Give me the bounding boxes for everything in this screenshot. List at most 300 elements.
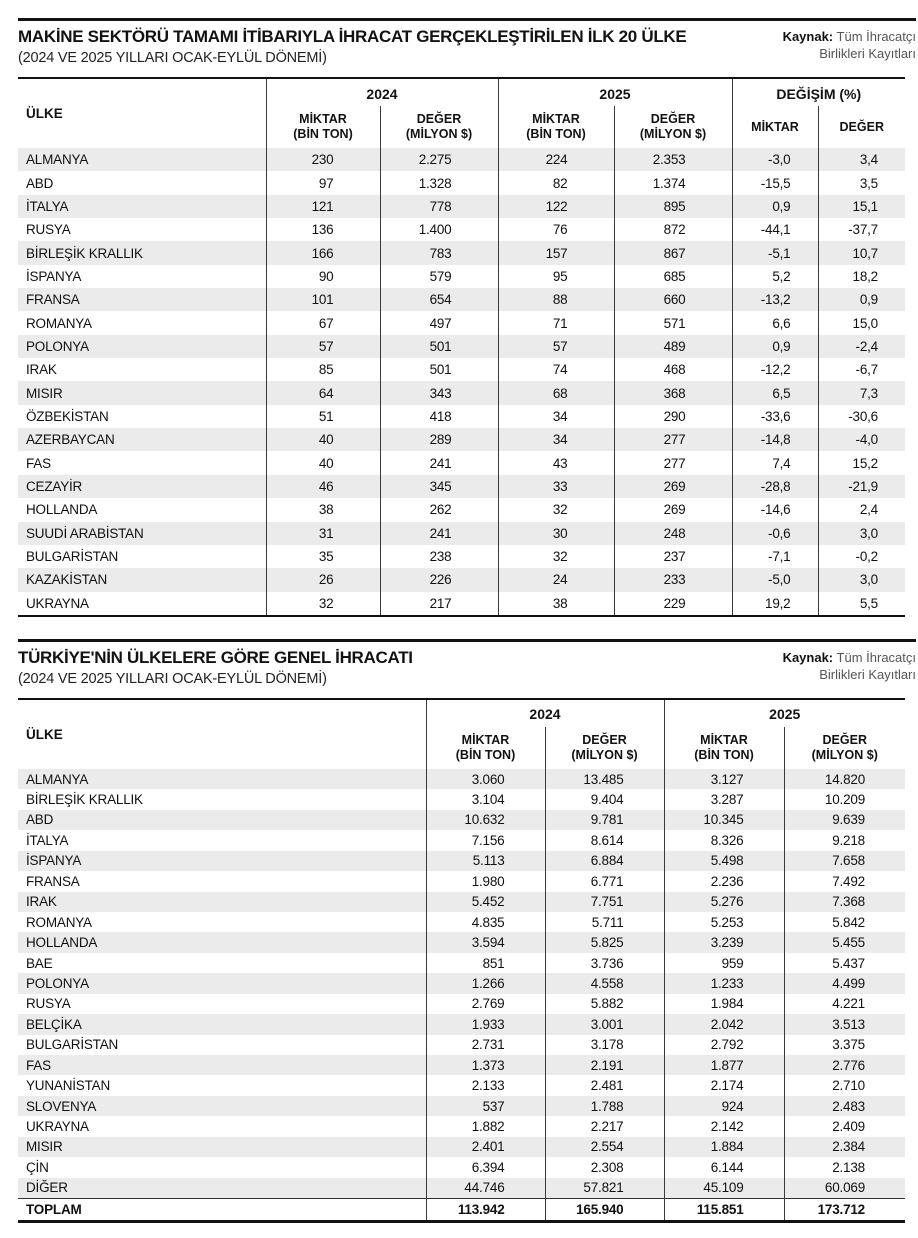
- col-header-value-2024: [380, 106, 498, 148]
- cell-value-2024: 778: [380, 195, 498, 218]
- table-row: [18, 171, 905, 194]
- cell-qty-2024: 136: [266, 218, 380, 241]
- table1-body: [18, 148, 905, 616]
- qty-label: MİKTAR: [299, 112, 347, 126]
- cell-value-2024: 9.781: [545, 810, 664, 830]
- source-label: Kaynak:: [782, 29, 834, 44]
- cell-change-value: 15,0: [818, 311, 905, 334]
- col-header-value-2025: [614, 106, 732, 148]
- cell-country: İTALYA: [26, 832, 69, 848]
- cell-value-2024: 345: [380, 475, 498, 498]
- cell-value-2024: 6.771: [545, 871, 664, 891]
- cell-change-qty: -33,6: [732, 405, 818, 428]
- cell-country: İSPANYA: [26, 268, 82, 284]
- cell-country: UKRAYNA: [26, 1119, 89, 1135]
- table-row: [18, 892, 905, 912]
- cell-qty-2024: 1.373: [426, 1055, 545, 1075]
- source-note: [783, 28, 916, 62]
- cell-change-qty: -3,0: [732, 148, 818, 171]
- cell-change-value: 10,7: [818, 241, 905, 264]
- cell-country: ROMANYA: [26, 914, 92, 930]
- qty-unit: (BİN TON): [293, 127, 353, 141]
- table-row: [18, 912, 905, 932]
- cell-qty-2024: 7.156: [426, 830, 545, 850]
- cell-value-2025: 4.499: [784, 973, 905, 993]
- table-row: [18, 1199, 905, 1221]
- cell-qty-2024: 31: [266, 522, 380, 545]
- source-text2: Birlikleri Kayıtları: [819, 46, 916, 61]
- cell-value-2025: 571: [614, 311, 732, 334]
- cell-country: İSPANYA: [18, 851, 426, 871]
- cell-qty-2025: 122: [498, 195, 614, 218]
- cell-qty-2025: 68: [498, 381, 614, 404]
- cell-qty-2025: 115.851: [664, 1199, 784, 1221]
- table-row: [18, 1035, 905, 1055]
- cell-country: BULGARİSTAN: [26, 549, 119, 565]
- table1-head: [18, 78, 905, 148]
- cell-qty-2025: 1.984: [664, 994, 784, 1014]
- table-row: [18, 498, 905, 521]
- cell-change-qty: 0,9: [732, 335, 818, 358]
- cell-qty-2024: 113.942: [426, 1199, 545, 1221]
- cell-change-value: 3,5: [818, 171, 905, 194]
- cell-qty-2024: 2.731: [426, 1035, 545, 1055]
- cell-qty-2025: 95: [498, 265, 614, 288]
- cell-qty-2025: 33: [498, 475, 614, 498]
- table-row: [18, 1014, 905, 1034]
- table-row: [18, 789, 905, 809]
- cell-value-2024: 13.485: [545, 769, 664, 789]
- value-label: DEĞER: [416, 112, 462, 126]
- col-group-2025: 2025: [664, 699, 905, 727]
- cell-value-2024: 5.882: [545, 994, 664, 1014]
- cell-change-qty: -5,0: [732, 568, 818, 591]
- table-row: [18, 1055, 905, 1075]
- table-row: [18, 1178, 905, 1199]
- cell-qty-2025: 76: [498, 218, 614, 241]
- cell-value-2024: 783: [380, 241, 498, 264]
- cell-value-2025: 1.374: [614, 171, 732, 194]
- col-header-qty-2024: [426, 727, 545, 769]
- table-row: [18, 810, 905, 830]
- cell-value-2024: 262: [380, 498, 498, 521]
- cell-value-2024: 9.404: [545, 789, 664, 809]
- cell-change-value: 7,3: [818, 381, 905, 404]
- cell-value-2025: 685: [614, 265, 732, 288]
- cell-country: MISIR: [18, 381, 266, 404]
- col-header-value-2024: [545, 727, 664, 769]
- cell-change-value: -2,4: [818, 335, 905, 358]
- cell-value-2025: 7.658: [784, 851, 905, 871]
- table-row: [18, 932, 905, 952]
- cell-value-2024: 501: [380, 358, 498, 381]
- general-exports-table: [18, 698, 905, 1223]
- table-row: [18, 475, 905, 498]
- cell-qty-2024: 851: [426, 953, 545, 973]
- cell-qty-2025: 32: [498, 545, 614, 568]
- cell-qty-2024: 26: [266, 568, 380, 591]
- section1-header: [18, 27, 916, 69]
- cell-change-qty: -13,2: [732, 288, 818, 311]
- cell-country: MISIR: [18, 1137, 426, 1157]
- cell-change-qty: -28,8: [732, 475, 818, 498]
- cell-value-2025: 2.483: [784, 1096, 905, 1116]
- cell-change-qty: -44,1: [732, 218, 818, 241]
- qty-label: MİKTAR: [532, 112, 580, 126]
- cell-qty-2024: 3.594: [426, 932, 545, 952]
- cell-qty-2025: 57: [498, 335, 614, 358]
- cell-country: BELÇİKA: [18, 1014, 426, 1034]
- table-row: [18, 953, 905, 973]
- cell-change-value: 15,1: [818, 195, 905, 218]
- cell-qty-2024: 46: [266, 475, 380, 498]
- cell-country: CEZAYİR: [18, 475, 266, 498]
- cell-qty-2024: 38: [266, 498, 380, 521]
- cell-country: ABD: [18, 810, 426, 830]
- table-row: [18, 545, 905, 568]
- table-row: [18, 568, 905, 591]
- cell-country: BULGARİSTAN: [26, 1037, 119, 1053]
- cell-value-2024: 2.481: [545, 1075, 664, 1095]
- qty-unit: (BİN TON): [526, 127, 586, 141]
- col-group-2025: 2025: [498, 78, 732, 106]
- cell-qty-2025: 157: [498, 241, 614, 264]
- value-unit: (MİLYON $): [571, 747, 638, 762]
- cell-country: POLONYA: [18, 335, 266, 358]
- qty-unit: (BİN TON): [694, 747, 754, 762]
- cell-country: SLOVENYA: [18, 1096, 426, 1116]
- cell-value-2024: 165.940: [545, 1199, 664, 1221]
- cell-qty-2025: 38: [498, 592, 614, 616]
- cell-qty-2025: 71: [498, 311, 614, 334]
- table-row: [18, 830, 905, 850]
- cell-country: IRAK: [18, 892, 426, 912]
- table-row: [18, 241, 905, 264]
- cell-value-2025: 2.384: [784, 1137, 905, 1157]
- cell-qty-2025: 5.253: [664, 912, 784, 932]
- cell-value-2025: 277: [614, 451, 732, 474]
- col-group-2024: 2024: [266, 78, 498, 106]
- cell-value-2025: 290: [614, 405, 732, 428]
- cell-value-2025: 14.820: [784, 769, 905, 789]
- cell-value-2025: 895: [614, 195, 732, 218]
- cell-value-2024: 217: [380, 592, 498, 616]
- cell-change-qty: 19,2: [732, 592, 818, 616]
- source-line1: [783, 649, 916, 666]
- cell-country: FAS: [18, 1055, 426, 1075]
- cell-change-qty: -0,6: [732, 522, 818, 545]
- cell-country: ÖZBEKİSTAN: [26, 408, 109, 424]
- cell-qty-2024: 5.452: [426, 892, 545, 912]
- cell-value-2025: 10.209: [784, 789, 905, 809]
- cell-value-2024: 654: [380, 288, 498, 311]
- cell-qty-2025: 24: [498, 568, 614, 591]
- cell-change-value: 5,5: [818, 592, 905, 616]
- cell-qty-2025: 10.345: [664, 810, 784, 830]
- cell-value-2024: 6.884: [545, 851, 664, 871]
- cell-qty-2024: 40: [266, 428, 380, 451]
- cell-value-2025: 2.710: [784, 1075, 905, 1095]
- col-header-change-qty: MİKTAR: [732, 106, 818, 148]
- cell-value-2024: 418: [380, 405, 498, 428]
- cell-qty-2024: 51: [266, 405, 380, 428]
- cell-country: TOPLAM: [18, 1199, 426, 1221]
- cell-qty-2025: 1.877: [664, 1055, 784, 1075]
- cell-qty-2025: 5.498: [664, 851, 784, 871]
- cell-qty-2024: 35: [266, 545, 380, 568]
- cell-value-2025: 5.437: [784, 953, 905, 973]
- table-row: [18, 1116, 905, 1136]
- cell-country: İTALYA: [18, 195, 266, 218]
- source-line1: [783, 28, 916, 45]
- table2-body: [18, 769, 905, 1221]
- cell-qty-2025: 3.239: [664, 932, 784, 952]
- table-row: [18, 1075, 905, 1095]
- cell-value-2024: 497: [380, 311, 498, 334]
- cell-country: RUSYA: [26, 996, 71, 1012]
- cell-value-2024: 8.614: [545, 830, 664, 850]
- cell-change-qty: 0,9: [732, 195, 818, 218]
- cell-value-2024: 4.558: [545, 973, 664, 993]
- cell-country: ALMANYA: [18, 769, 426, 789]
- cell-country: ÇİN: [26, 1159, 49, 1175]
- cell-qty-2024: 230: [266, 148, 380, 171]
- cell-qty-2024: 64: [266, 381, 380, 404]
- cell-change-value: 2,4: [818, 498, 905, 521]
- cell-country: BİRLEŞİK KRALLIK: [26, 792, 143, 808]
- cell-qty-2025: 2.042: [664, 1014, 784, 1034]
- cell-qty-2025: 224: [498, 148, 614, 171]
- cell-qty-2024: 1.882: [426, 1116, 545, 1136]
- col-header-country: ÜLKE: [26, 726, 63, 742]
- qty-label: MİKTAR: [461, 732, 510, 747]
- cell-value-2025: 2.409: [784, 1116, 905, 1136]
- cell-country: BAE: [26, 955, 53, 971]
- cell-value-2025: 872: [614, 218, 732, 241]
- cell-value-2024: 241: [380, 522, 498, 545]
- cell-value-2025: 60.069: [784, 1178, 905, 1199]
- cell-change-qty: -7,1: [732, 545, 818, 568]
- table-row: [18, 358, 905, 381]
- cell-qty-2024: 32: [266, 592, 380, 616]
- cell-country: IRAK: [26, 362, 57, 378]
- cell-qty-2025: 1.884: [664, 1137, 784, 1157]
- cell-qty-2024: 5.113: [426, 851, 545, 871]
- table2-subtitle: (2024 VE 2025 YILLARI OCAK-EYLÜL DÖNEMİ): [18, 670, 327, 687]
- value-unit: (MİLYON $): [639, 127, 707, 141]
- cell-qty-2025: 2.142: [664, 1116, 784, 1136]
- cell-country: FAS: [26, 455, 51, 471]
- cell-country: RUSYA: [26, 222, 71, 238]
- cell-change-qty: 5,2: [732, 265, 818, 288]
- cell-value-2025: 489: [614, 335, 732, 358]
- cell-value-2024: 2.275: [380, 148, 498, 171]
- cell-qty-2025: 30: [498, 522, 614, 545]
- cell-qty-2024: 121: [266, 195, 380, 218]
- cell-value-2024: 1.328: [380, 171, 498, 194]
- table-row: [18, 769, 905, 789]
- cell-qty-2024: 3.104: [426, 789, 545, 809]
- cell-value-2025: 9.218: [784, 830, 905, 850]
- cell-change-value: 15,2: [818, 451, 905, 474]
- cell-country: KAZAKİSTAN: [18, 568, 266, 591]
- cell-country: POLONYA: [18, 973, 426, 993]
- cell-value-2025: 4.221: [784, 994, 905, 1014]
- section-general-exports: [18, 639, 918, 1223]
- cell-value-2025: 7.492: [784, 871, 905, 891]
- cell-qty-2024: 2.133: [426, 1075, 545, 1095]
- cell-qty-2025: 5.276: [664, 892, 784, 912]
- cell-country: ROMANYA: [26, 315, 92, 331]
- cell-qty-2025: 959: [664, 953, 784, 973]
- cell-qty-2025: 1.233: [664, 973, 784, 993]
- table-row: [18, 851, 905, 871]
- cell-change-qty: 7,4: [732, 451, 818, 474]
- source-text1: Tüm İhracatçı: [836, 649, 916, 665]
- cell-qty-2024: 67: [266, 311, 380, 334]
- cell-qty-2024: 1.266: [426, 973, 545, 993]
- cell-change-qty: 6,5: [732, 381, 818, 404]
- cell-qty-2024: 2.401: [426, 1137, 545, 1157]
- cell-qty-2025: 74: [498, 358, 614, 381]
- cell-change-qty: -14,8: [732, 428, 818, 451]
- cell-qty-2024: 101: [266, 288, 380, 311]
- table2-title: TÜRKİYE'NİN ÜLKELERE GÖRE GENEL İHRACATI: [18, 647, 413, 667]
- value-unit: (MİLYON $): [405, 127, 473, 141]
- cell-value-2025: 269: [614, 498, 732, 521]
- table-row: [18, 311, 905, 334]
- cell-qty-2024: 90: [266, 265, 380, 288]
- cell-qty-2025: 2.174: [664, 1075, 784, 1095]
- cell-value-2025: 2.776: [784, 1055, 905, 1075]
- table-row: [18, 265, 905, 288]
- table1-subtitle: (2024 VE 2025 YILLARI OCAK-EYLÜL DÖNEMİ): [18, 50, 327, 66]
- cell-value-2025: 2.138: [784, 1157, 905, 1177]
- table-row: [18, 522, 905, 545]
- cell-change-value: -6,7: [818, 358, 905, 381]
- col-group-change: DEĞİŞİM (%): [732, 78, 905, 106]
- cell-value-2024: 5.825: [545, 932, 664, 952]
- table-row: [18, 218, 905, 241]
- cell-country: SUUDİ ARABİSTAN: [18, 522, 266, 545]
- cell-qty-2024: 6.394: [426, 1157, 545, 1177]
- cell-change-value: -21,9: [818, 475, 905, 498]
- cell-qty-2024: 4.835: [426, 912, 545, 932]
- cell-qty-2024: 57: [266, 335, 380, 358]
- col-group-2024: 2024: [426, 699, 664, 727]
- cell-qty-2025: 2.792: [664, 1035, 784, 1055]
- cell-country: BİRLEŞİK KRALLIK: [18, 241, 266, 264]
- table-row: [18, 405, 905, 428]
- cell-qty-2024: 85: [266, 358, 380, 381]
- cell-qty-2025: 45.109: [664, 1178, 784, 1199]
- table-row: [18, 592, 905, 616]
- table-row: [18, 1096, 905, 1116]
- table-row: [18, 973, 905, 993]
- cell-value-2024: 343: [380, 381, 498, 404]
- cell-change-value: -37,7: [818, 218, 905, 241]
- cell-change-value: -0,2: [818, 545, 905, 568]
- table-row: [18, 994, 905, 1014]
- source-text2: Birlikleri Kayıtları: [819, 666, 916, 682]
- cell-qty-2025: 43: [498, 451, 614, 474]
- cell-value-2024: 501: [380, 335, 498, 358]
- cell-value-2025: 3.375: [784, 1035, 905, 1055]
- col-header-change-value: DEĞER: [818, 106, 905, 148]
- cell-qty-2024: 3.060: [426, 769, 545, 789]
- table-row: [18, 148, 905, 171]
- cell-value-2024: 226: [380, 568, 498, 591]
- cell-value-2024: 289: [380, 428, 498, 451]
- cell-value-2025: 237: [614, 545, 732, 568]
- cell-value-2024: 2.217: [545, 1116, 664, 1136]
- cell-value-2024: 3.736: [545, 953, 664, 973]
- cell-qty-2024: 40: [266, 451, 380, 474]
- source-text1: Tüm İhracatçı: [836, 29, 916, 44]
- cell-qty-2024: 166: [266, 241, 380, 264]
- cell-value-2025: 468: [614, 358, 732, 381]
- col-header-country: ÜLKE: [26, 106, 63, 121]
- top-rule: [18, 18, 916, 21]
- cell-qty-2024: 1.933: [426, 1014, 545, 1034]
- cell-value-2024: 2.554: [545, 1137, 664, 1157]
- cell-change-value: 0,9: [818, 288, 905, 311]
- col-header-qty-2024: [266, 106, 380, 148]
- cell-qty-2024: 10.632: [426, 810, 545, 830]
- table-row: [18, 428, 905, 451]
- cell-change-value: 3,4: [818, 148, 905, 171]
- cell-value-2025: 5.842: [784, 912, 905, 932]
- cell-value-2024: 241: [380, 451, 498, 474]
- cell-value-2024: 2.191: [545, 1055, 664, 1075]
- cell-qty-2024: 2.769: [426, 994, 545, 1014]
- qty-label: MİKTAR: [700, 732, 748, 747]
- cell-country: AZERBAYCAN: [18, 428, 266, 451]
- cell-qty-2024: 44.746: [426, 1178, 545, 1199]
- cell-value-2025: 233: [614, 568, 732, 591]
- cell-change-qty: -15,5: [732, 171, 818, 194]
- cell-country: FRANSA: [26, 873, 80, 889]
- value-label: DEĞER: [650, 112, 696, 126]
- cell-country: FRANSA: [18, 288, 266, 311]
- section2-header: [18, 648, 916, 690]
- cell-qty-2025: 32: [498, 498, 614, 521]
- cell-qty-2025: 2.236: [664, 871, 784, 891]
- cell-change-qty: -14,6: [732, 498, 818, 521]
- cell-value-2024: 238: [380, 545, 498, 568]
- cell-change-qty: -12,2: [732, 358, 818, 381]
- value-unit: (MİLYON $): [811, 747, 878, 762]
- cell-country: UKRAYNA: [26, 595, 89, 611]
- table-row: [18, 381, 905, 404]
- cell-value-2024: 1.788: [545, 1096, 664, 1116]
- cell-value-2024: 3.001: [545, 1014, 664, 1034]
- cell-country: HOLLANDA: [18, 932, 426, 952]
- cell-change-value: 3,0: [818, 568, 905, 591]
- cell-qty-2024: 97: [266, 171, 380, 194]
- cell-qty-2025: 34: [498, 405, 614, 428]
- cell-value-2025: 229: [614, 592, 732, 616]
- section-rule: [18, 639, 916, 642]
- table-row: [18, 451, 905, 474]
- value-label: DEĞER: [582, 732, 627, 747]
- cell-change-qty: -5,1: [732, 241, 818, 264]
- cell-qty-2025: 924: [664, 1096, 784, 1116]
- cell-qty-2025: 8.326: [664, 830, 784, 850]
- value-label: DEĞER: [822, 732, 867, 747]
- cell-value-2024: 3.178: [545, 1035, 664, 1055]
- table-row: [18, 1137, 905, 1157]
